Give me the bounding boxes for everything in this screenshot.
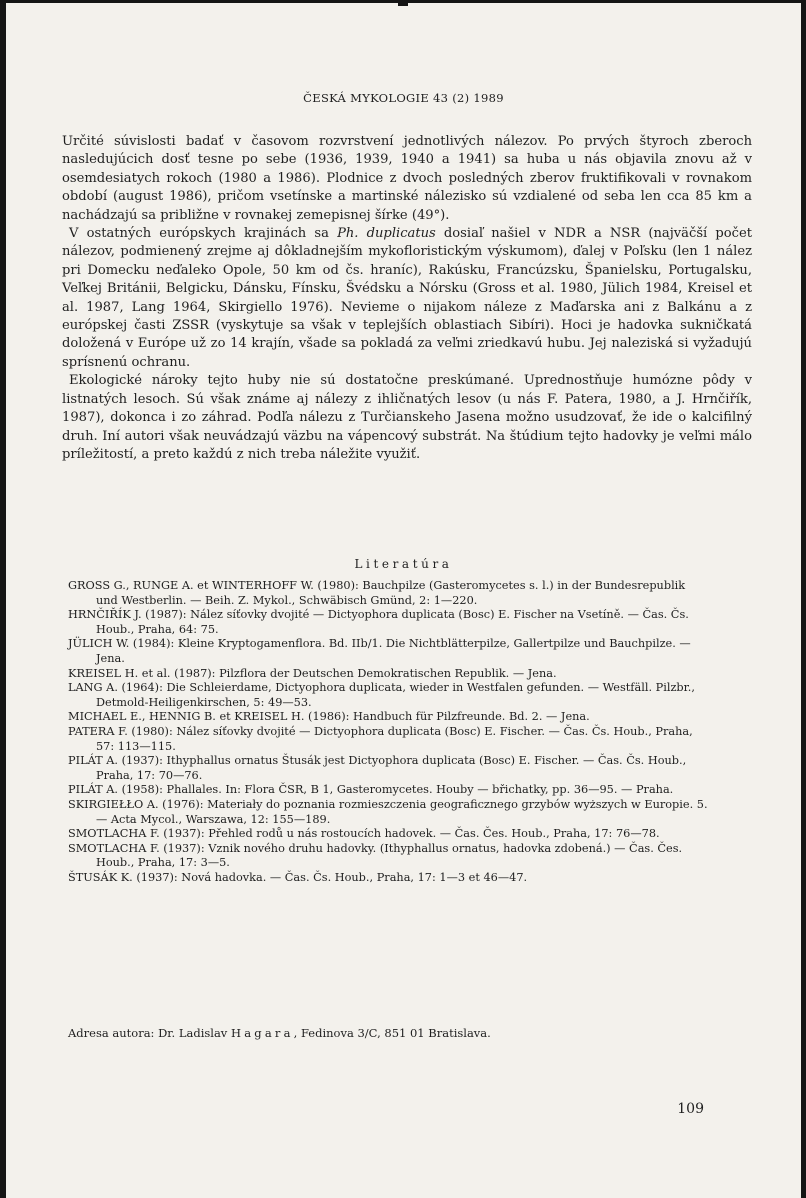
species-name: Ph. duplicatus xyxy=(337,226,436,242)
reference-item: MICHAEL E., HENNIG B. et KREISEL H. (1986): Handbuch für Pilzfreunde. Bd. 2. — Jena. xyxy=(68,710,590,724)
reference-item: PILÁT A. (1958): Phallales. In: Flora ČSR, B 1, Gasteromycetes. Houby — břichatky, pp. 36—95. — Praha. xyxy=(68,783,674,797)
reference-item: HRNČIŘÍK J. (1987): Nález síťovky dvojité — Dictyophora duplicata (Bosc) E. Fischer na Vsetíně. — Čas. Čs. Houb., Praha, 64: 75. xyxy=(68,608,689,636)
paragraph-europe-rest: dosiaľ našiel v NDR a NSR (najväčší počet nálezov, podmienený zrejme aj dôkladnejším mykofloristickým výskumom), ďalej v Poľsku (len 1 nález pri Domecku neďaleko Opole, 50 km od čs. hraníc), Rakúsku, Francúzsku, Španielsku, Portugalsku, Veľkej Británii, Belgicku, Dánsku, Fínsku, Švédsku a Nórsku (Gross et al. 1980, Jülich 1984, Kreisel et al. 1987, Lang 1964, Skirgiello 1976). Nevieme o nijakom náleze z Maďarska ani z Balkánu a z európskej časti ZSSR (vyskytuje sa však v teplejších oblastiach Sibíri). Hoci je hadovka sukničkatá doložená v Európe už zo 14 krajín, všade sa pokladá za veľmi zriedkavú hubu. Jej naleziská si vyžadujú sprísnenú ochranu. xyxy=(62,226,752,370)
paragraph-ecology: Ekologické nároky tejto huby nie sú dostatočne preskúmané. Uprednostňuje humózne pôdy v listnatých lesoch. Sú však známe aj nálezy z ihličnatých lesov (u nás F. Patera, 1980, a J. Hrnčiřík, 1987), dokonca i zo záhrad. Podľa nálezu z Turčianskeho Jasena možno usudzovať, že ide o kalcifilný druh. Iní autori však neuvádzajú väzbu na vápencový substrát. Na štúdium tejto hadovky je veľmi málo príležitostí, a preto každú z nich treba náležite využiť. xyxy=(62,373,752,462)
reference-item: JÜLICH W. (1984): Kleine Kryptogamenflora. Bd. IIb/1. Die Nichtblätterpilze, Gallertpilze und Bauchpilze. — Jena. xyxy=(68,637,691,665)
paragraph-timing: Určité súvislosti badať v časovom rozvrstvení jednotlivých nálezov. Po prvých štyroch zberoch nasledujúcich dosť tesne po sebe (1936, 1939, 1940 a 1941) sa huba u nás objavila znovu až v osemdesiatych rokoch (1980 a 1986). Plodnice z dvoch posledných zberov fruktifikovali v rovnakom období (august 1986), pričom vsetínske a martinské nálezisko sú vzdialené od seba len cca 85 km a nachádzajú sa približne v rovnakej zemepisnej šírke (49°). xyxy=(62,134,752,223)
address-suffix: , Fedinova 3/C, 851 01 Bratislava. xyxy=(293,1026,491,1040)
reference-item: PILÁT A. (1937): Ithyphallus ornatus Štusák jest Dictyophora duplicata (Bosc) E. Fischer. — Čas. Čs. Houb., Praha, 17: 70—76. xyxy=(68,754,687,782)
reference-item: SMOTLACHA F. (1937): Vznik nového druhu hadovky. (Ithyphallus ornatus, hadovka zdobená.) — Čas. Čes. Houb., Praha, 17: 3—5. xyxy=(68,841,683,870)
reference-item: KREISEL H. et al. (1987): Pilzflora der Deutschen Demokratischen Republik. — Jena. xyxy=(68,666,557,680)
reference-item: GROSS G., RUNGE A. et WINTERHOFF W. (1980): Bauchpilze (Gasteromycetes s. l.) in der Bundesrepublik und Westberlin. — Beih. Z. Mykol., Schwäbisch Gmünd, 2: 1—220. xyxy=(68,579,686,607)
reference-list xyxy=(68,579,708,885)
address-prefix: Adresa autora: Dr. Ladislav xyxy=(68,1026,231,1040)
paragraph-europe-lead: V ostatných európskych krajinách sa xyxy=(69,226,338,242)
author-address xyxy=(68,1026,491,1040)
author-surname: Hagara xyxy=(230,1026,294,1040)
article-body xyxy=(62,133,752,464)
scan-mark xyxy=(398,3,408,6)
literature-heading: Literatúra xyxy=(354,557,453,571)
reference-item: PATERA F. (1980): Nález síťovky dvojité — Dictyophora duplicata (Bosc) E. Fischer. — Čas. Čs. Houb., Praha, 57: 113—115. xyxy=(68,724,693,753)
reference-item: SKIRGIEŁŁO A. (1976): Materiały do poznania rozmieszczenia geograficznego grzybów wyższych w Europie. 5. — Acta Mycol., Warszawa, 12: 155—189. xyxy=(68,797,708,826)
page-number: 109 xyxy=(677,1101,704,1117)
reference-item: ŠTUSÁK K. (1937): Nová hadovka. — Čas. Čs. Houb., Praha, 17: 1—3 et 46—47. xyxy=(68,870,528,884)
reference-item: SMOTLACHA F. (1937): Přehled rodů u nás rostoucích hadovek. — Čas. Čes. Houb., Praha, 17: 76—78. xyxy=(68,827,660,841)
running-header: ČESKÁ MYKOLOGIE 43 (2) 1989 xyxy=(303,91,504,105)
reference-item: LANG A. (1964): Die Schleierdame, Dictyophora duplicata, wieder in Westfalen gefunden. — Westfäll. Pilzbr., Detmold-Heiligenkirschen, 5: 49—53. xyxy=(68,681,695,709)
paragraph-europe xyxy=(62,225,752,372)
